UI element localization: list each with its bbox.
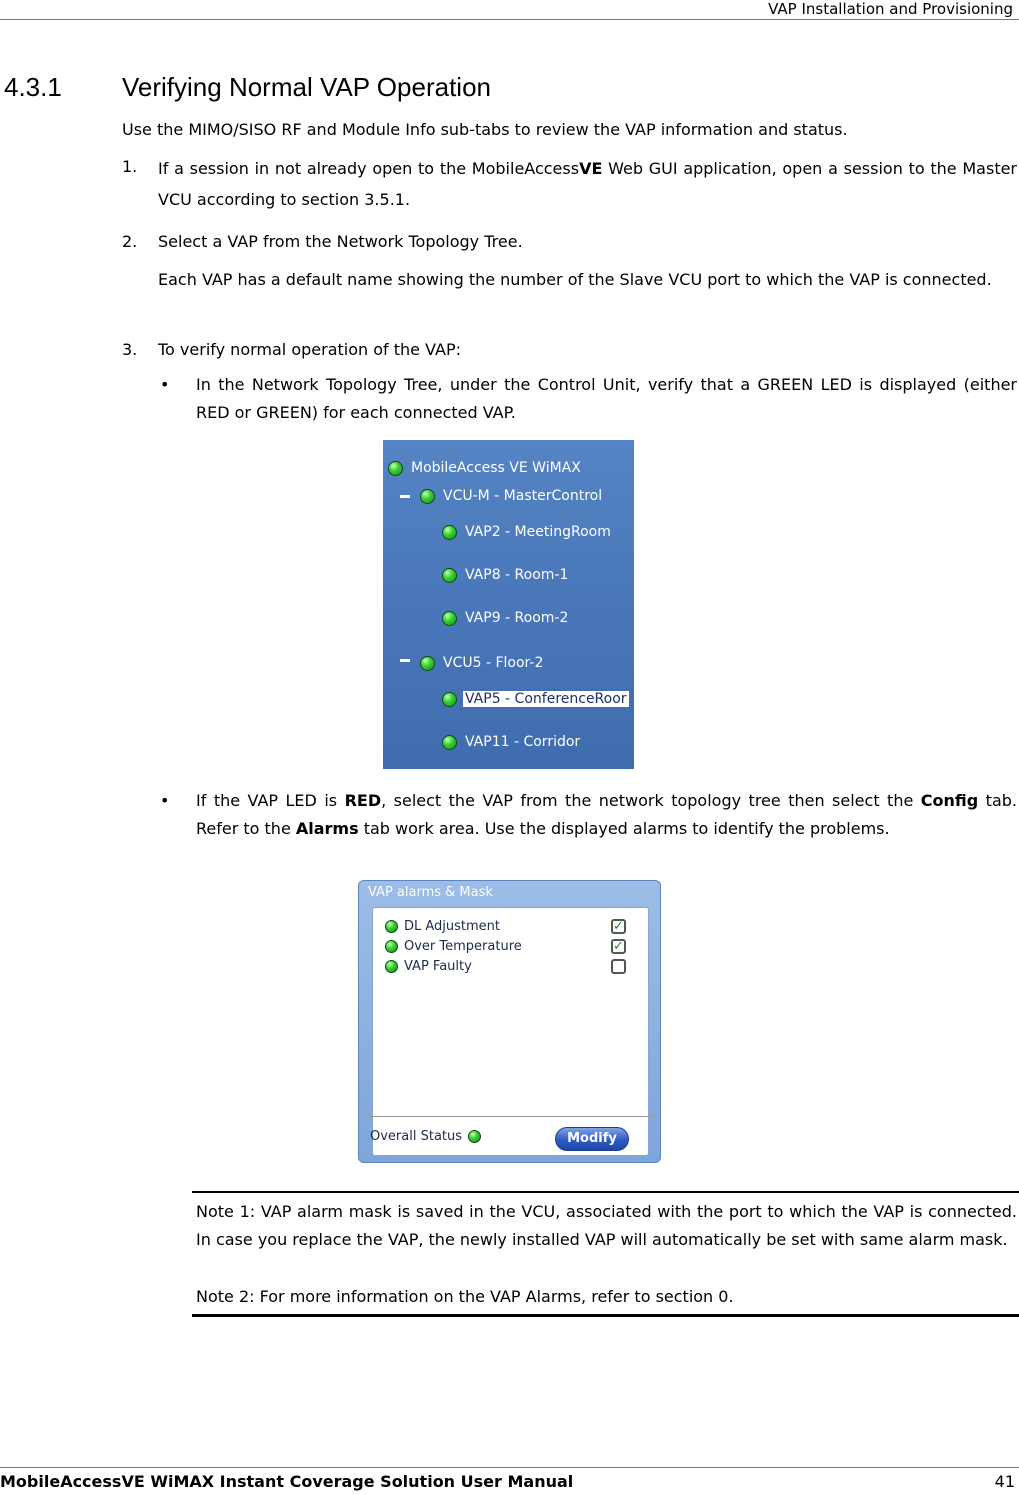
tree-node-label-selected: VAP5 - ConferenceRoor xyxy=(465,691,627,707)
alarm-label: DL Adjustment xyxy=(404,918,501,934)
tree-node-label: VCU5 - Floor-2 xyxy=(443,655,544,671)
overall-status-label: Overall Status xyxy=(370,1129,463,1144)
step-1-text-pre: If a session in not already open to the MobileAccess xyxy=(158,159,580,178)
bullet-2-symbol: • xyxy=(160,791,170,810)
alarms-list xyxy=(372,907,649,1156)
alarm-led-icon xyxy=(385,920,398,933)
alarm-row-over-temperature xyxy=(385,937,636,955)
bullet-2-text-part: tab work area. Use the displayed alarms to identify the problems. xyxy=(358,819,890,838)
step-3-number: 3. xyxy=(122,340,138,359)
tree-node-vap11[interactable] xyxy=(442,731,580,753)
tree-node-label: VAP11 - Corridor xyxy=(465,734,581,750)
bullet-2-bold-red: RED xyxy=(344,791,382,810)
note-1: Note 1: VAP alarm mask is saved in the VCU, associated with the port to which the VAP is connected. In case you replace the VAP, the newly installed VAP will automatically be set with same alarm mask. xyxy=(196,1202,1017,1249)
vap-alarms-panel xyxy=(358,880,661,1163)
overall-status-led-icon xyxy=(468,1130,481,1143)
footer-title: MobileAccessVE WiMAX Instant Coverage Solution User Manual xyxy=(0,1472,574,1491)
tree-node-label: VCU-M - MasterControl xyxy=(443,488,603,504)
tree-node-label: MobileAccess VE WiMAX xyxy=(411,460,581,476)
bullet-2-text-part: , select the VAP from the network topology tree then select the xyxy=(381,791,921,810)
section-number: 4.3.1 xyxy=(4,72,62,102)
root-led-icon xyxy=(388,461,403,476)
alarm-label: Over Temperature xyxy=(404,938,522,954)
vap11-led-icon xyxy=(442,735,457,750)
vap9-led-icon xyxy=(442,611,457,626)
tree-node-label: VAP8 - Room-1 xyxy=(465,567,569,583)
step-3-text: To verify normal operation of the VAP: xyxy=(158,340,461,359)
bullet-2-bold-config: Config xyxy=(920,791,979,810)
bullet-2-text xyxy=(196,787,1017,843)
page-number: 41 xyxy=(994,1472,1015,1491)
bullet-1-text: In the Network Topology Tree, under the Control Unit, verify that a GREEN LED is displayed (either RED or GREEN) for each connected VAP. xyxy=(196,375,1017,422)
alarm-mask-checkbox[interactable] xyxy=(611,959,626,974)
alarms-divider xyxy=(364,1116,655,1117)
step-2-number: 2. xyxy=(122,232,138,251)
note-rule-bottom xyxy=(192,1314,1019,1317)
step-2-detail: Each VAP has a default name showing the number of the Slave VCU port to which the VAP is connected. xyxy=(158,270,992,289)
tree-node-vap9[interactable] xyxy=(442,607,568,629)
running-header: VAP Installation and Provisioning xyxy=(768,0,1013,18)
bullet-2-text-part: tab. Refer to the xyxy=(196,791,1018,838)
footer-divider xyxy=(0,1467,1019,1468)
alarm-row-vap-faulty xyxy=(385,957,636,975)
alarm-mask-checkbox[interactable]: ✓ xyxy=(611,919,626,934)
bullet-1-symbol: • xyxy=(160,375,170,394)
alarms-panel-title: VAP alarms & Mask xyxy=(368,885,493,900)
alarm-label: VAP Faulty xyxy=(404,958,472,974)
bullet-2-text-part: If the VAP LED is xyxy=(196,791,345,810)
tree-node-vap8[interactable] xyxy=(442,564,568,586)
step-2-text: Select a VAP from the Network Topology Tree. xyxy=(158,232,523,251)
step-1-text-bold: VE xyxy=(579,159,603,178)
alarm-mask-checkbox[interactable]: ✓ xyxy=(611,939,626,954)
collapse-icon[interactable] xyxy=(400,659,410,662)
vcu5-led-icon xyxy=(420,656,435,671)
tree-node-vcu-m[interactable] xyxy=(420,485,602,507)
modify-button[interactable]: Modify xyxy=(555,1127,629,1151)
note-2: Note 2: For more information on the VAP Alarms, refer to section 0. xyxy=(196,1287,734,1306)
alarm-led-icon xyxy=(385,960,398,973)
intro-paragraph: Use the MIMO/SISO RF and Module Info sub-tabs to review the VAP information and status. xyxy=(122,120,848,139)
step-1-number: 1. xyxy=(122,157,138,176)
vap8-led-icon xyxy=(442,568,457,583)
alarm-led-icon xyxy=(385,940,398,953)
tree-node-vcu5[interactable] xyxy=(420,652,543,674)
alarm-row-dl-adjustment xyxy=(385,917,636,935)
section-title: Verifying Normal VAP Operation xyxy=(122,72,491,102)
tree-node-label: VAP9 - Room-2 xyxy=(465,610,569,626)
bullet-2-bold-alarms: Alarms xyxy=(295,819,359,838)
header-divider xyxy=(0,19,1019,20)
collapse-icon[interactable] xyxy=(400,495,410,498)
network-topology-tree xyxy=(383,440,634,769)
tree-node-vap2[interactable] xyxy=(442,521,611,543)
tree-node-vap5[interactable] xyxy=(442,688,629,710)
step-1-text xyxy=(158,153,1017,215)
tree-node-label: VAP2 - MeetingRoom xyxy=(465,524,611,540)
note-rule-top xyxy=(192,1191,1019,1193)
tree-node-root[interactable] xyxy=(388,457,581,479)
vcu-m-led-icon xyxy=(420,489,435,504)
vap2-led-icon xyxy=(442,525,457,540)
vap5-led-icon xyxy=(442,692,457,707)
step-1-text-post: Web GUI application, open a session to the Master VCU according to section 3.5.1. xyxy=(158,159,1018,209)
overall-status xyxy=(370,1129,481,1144)
